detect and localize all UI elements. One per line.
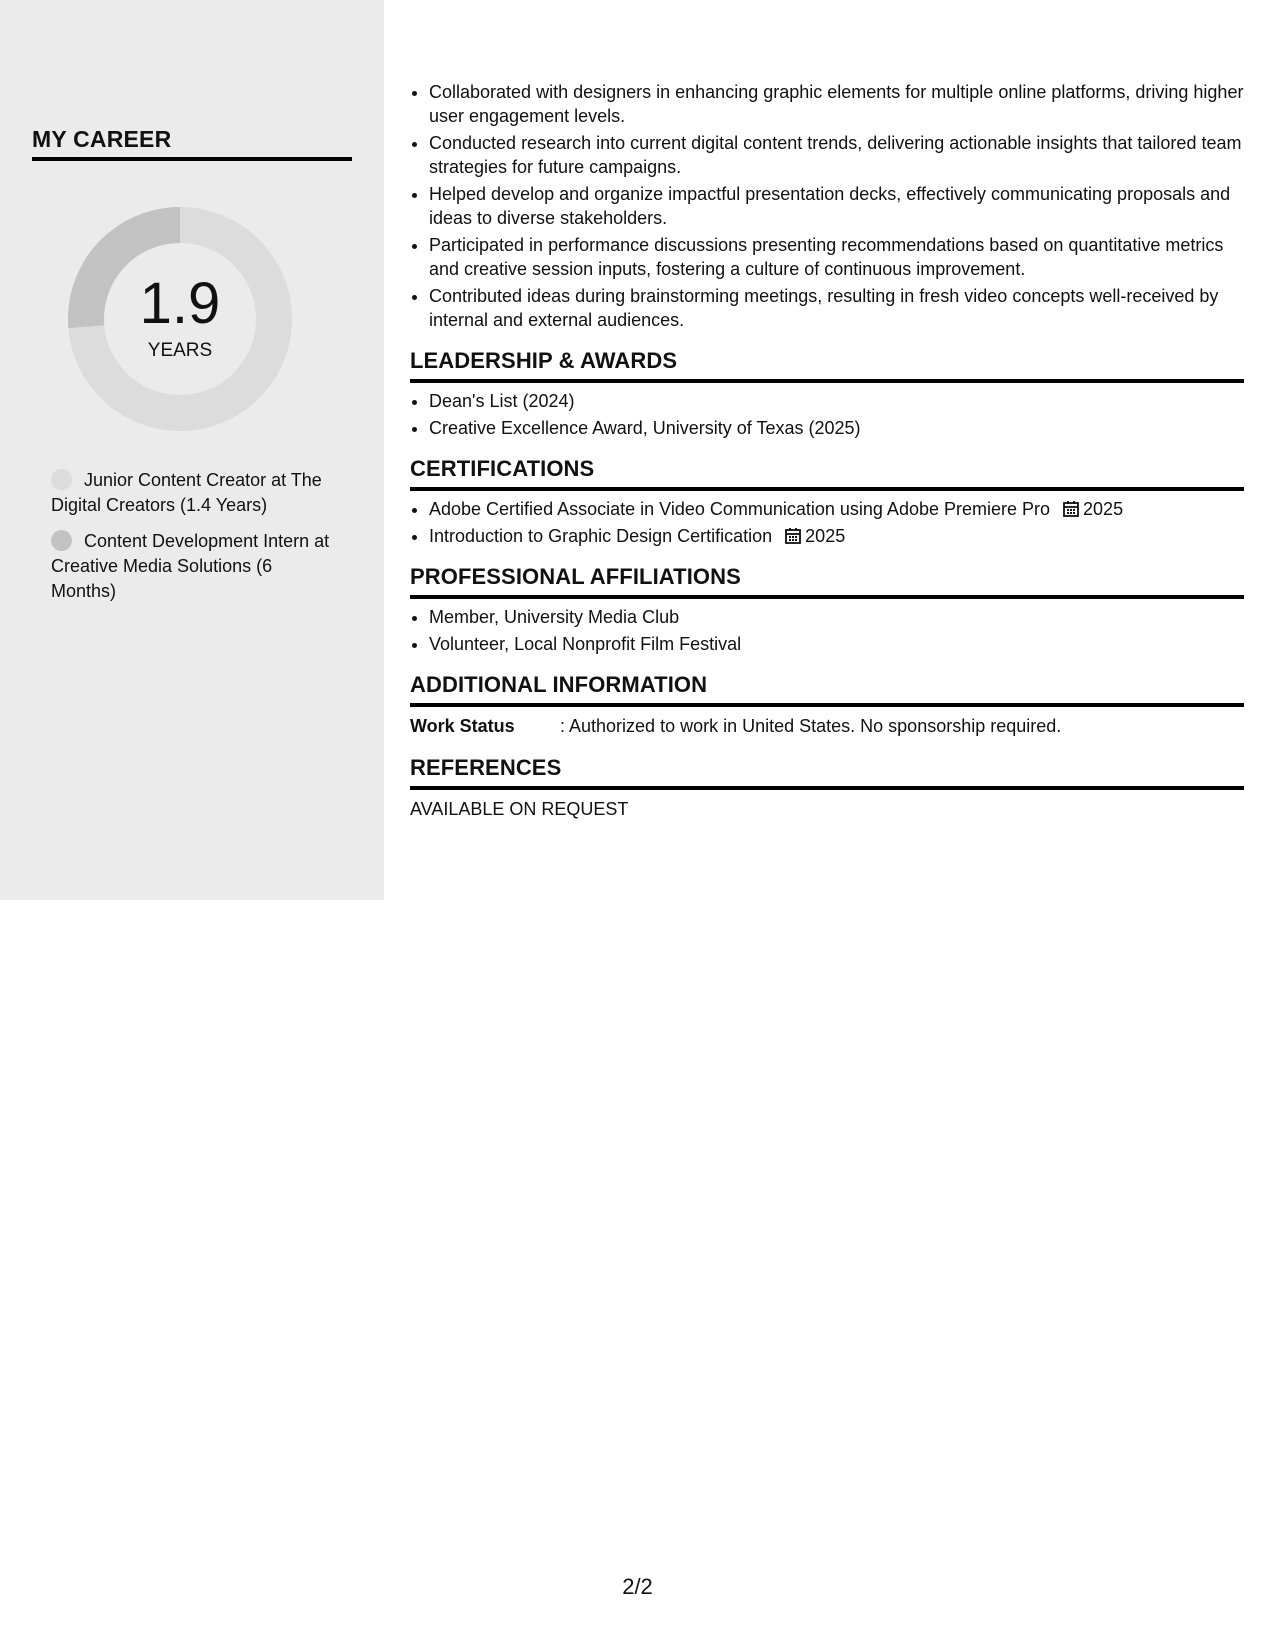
career-title: MY CAREER (32, 126, 352, 161)
legend-item (51, 529, 341, 604)
work-status-value: : Authorized to work in United States. No sponsorship required. (560, 716, 1062, 736)
work-status-label: Work Status (410, 716, 515, 736)
affiliations-heading: PROFESSIONAL AFFILIATIONS (410, 564, 1244, 599)
legend-item (51, 468, 341, 518)
certification-name: Introduction to Graphic Design Certification (429, 526, 773, 546)
calendar-icon (784, 527, 802, 545)
legend-label: Junior Content Creator at The Digital Creators (1.4 Years) (51, 470, 322, 515)
affiliations-list (410, 605, 1244, 656)
legend-label: Content Development Intern at Creative Media Solutions (6 Months) (51, 531, 330, 601)
legend-dot (51, 530, 72, 551)
page-number: 2/2 (622, 1574, 653, 1599)
certification-name: Adobe Certified Associate in Video Communication using Adobe Premiere Pro (429, 499, 1051, 519)
list-item: • Collaborated with designers in enhancing graphic elements for multiple online platforms, driving higher user engagement levels. (429, 80, 1244, 128)
experience-bullets (410, 80, 1244, 332)
list-item: • Participated in performance discussions presenting recommendations based on quantitative metrics and creative session inputs, fostering a culture of continuous improvement. (429, 233, 1244, 281)
certification-item (429, 524, 1244, 548)
list-item: • Volunteer, Local Nonprofit Film Festival (429, 632, 1244, 656)
list-item: • Member, University Media Club (429, 605, 1244, 629)
list-item: • Contributed ideas during brainstorming meetings, resulting in fresh video concepts well-received by internal and external audiences. (429, 284, 1244, 332)
career-legend (51, 468, 341, 615)
calendar-icon (1062, 500, 1080, 518)
certification-year: 2025 (1083, 499, 1124, 519)
references-text: AVAILABLE ON REQUEST (410, 799, 629, 819)
certifications-list (410, 497, 1244, 548)
list-item: • Dean's List (2024) (429, 389, 1244, 413)
certification-year: 2025 (805, 526, 846, 546)
additional-info-heading: ADDITIONAL INFORMATION (410, 672, 1244, 707)
references-heading: REFERENCES (410, 755, 1244, 790)
work-status-row (410, 713, 1244, 739)
career-total-years: 1.9 (139, 271, 221, 336)
sidebar (0, 0, 384, 900)
leadership-heading: LEADERSHIP & AWARDS (410, 348, 1244, 383)
leadership-list (410, 389, 1244, 440)
main-content (410, 80, 1244, 822)
certifications-heading: CERTIFICATIONS (410, 456, 1244, 491)
career-total-unit: YEARS (147, 340, 213, 361)
list-item: • Creative Excellence Award, University of Texas (2025) (429, 416, 1244, 440)
list-item: • Helped develop and organize impactful presentation decks, effectively communicating proposals and ideas to diverse stakeholders. (429, 182, 1244, 230)
list-item: • Conducted research into current digital content trends, delivering actionable insights that tailored team strategies for future campaigns. (429, 131, 1244, 179)
certification-item (429, 497, 1244, 521)
legend-dot (51, 469, 72, 490)
